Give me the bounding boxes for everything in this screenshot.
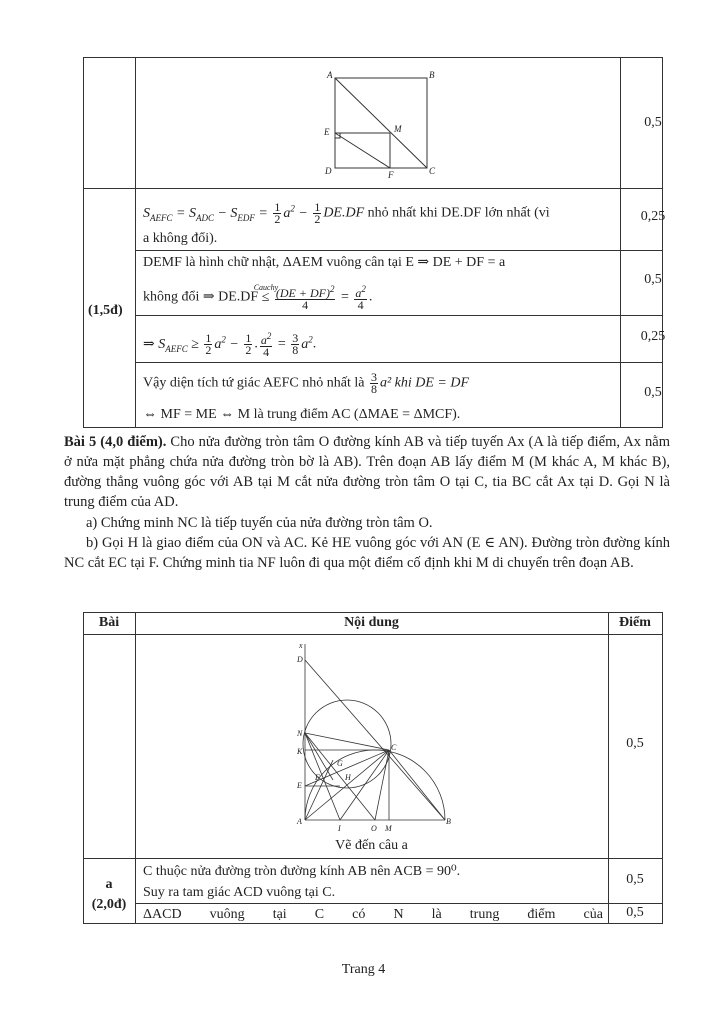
word: của bbox=[583, 907, 603, 922]
row5-line2: ⇔ MF = ME ⇔ M là trung điểm AC (ΔMAE = ΔMCF). bbox=[143, 407, 461, 422]
label-a: A bbox=[327, 70, 333, 80]
word: trung bbox=[469, 907, 500, 922]
word: ΔACD bbox=[143, 907, 182, 922]
header-bai: Bài bbox=[98, 615, 120, 630]
label-x: x bbox=[299, 641, 303, 650]
header-noi-dung: Nội dung bbox=[344, 615, 399, 630]
row3-line2: không đổi ⇒ DE.DF Cauchy ≤ $\frac{(DE + DF)^2}{4}$ = $\frac{a^2}{4}$ . bbox=[143, 284, 372, 311]
score-row-3: 0,5 bbox=[644, 272, 662, 287]
row-a1-line1: C thuộc nửa đường tròn đường kính AB nên ACB = 90⁰. bbox=[143, 864, 461, 879]
segment-ak bbox=[305, 760, 333, 820]
word: N bbox=[393, 907, 404, 922]
score-a2: 0,5 bbox=[626, 905, 644, 920]
diagonal-ac bbox=[335, 78, 427, 168]
row5-line1-text: Vậy diện tích tứ giác AEFC nhỏ nhất là bbox=[143, 375, 365, 391]
label-d: D bbox=[297, 655, 303, 664]
problem-heading: Bài 5 (4,0 điểm). bbox=[64, 434, 167, 450]
score-row-2: 0,25 bbox=[640, 209, 666, 224]
label-b: B bbox=[429, 70, 435, 80]
label-a: A bbox=[297, 817, 302, 826]
square-figure bbox=[310, 66, 440, 181]
score-a1: 0,5 bbox=[626, 872, 644, 887]
figure-score: 0,5 bbox=[626, 736, 644, 751]
row2-text: nhỏ nhất khi DE.DF lớn nhất (vì bbox=[367, 205, 550, 221]
page-number: Trang 4 bbox=[341, 962, 386, 977]
label-m: M bbox=[394, 124, 402, 134]
part-a-points: (2,0đ) bbox=[91, 897, 127, 912]
label-k: K bbox=[297, 747, 303, 756]
row5-line1: Vậy diện tích tứ giác AEFC nhỏ nhất là $\frac{3}{8}$ a² khi DE = DF bbox=[143, 370, 470, 396]
row2-line2: a không đổi). bbox=[143, 231, 218, 246]
part-a-label: a bbox=[105, 877, 113, 892]
score-row-1: 0,5 bbox=[644, 115, 662, 130]
segment-ef bbox=[335, 133, 390, 168]
score-row-4: 0,25 bbox=[640, 329, 666, 344]
segment-bc bbox=[389, 750, 445, 820]
label-b: B bbox=[446, 817, 451, 826]
row3-line2-pre: không đổi ⇒ DE.DF bbox=[143, 289, 259, 305]
label-g: G bbox=[337, 759, 343, 768]
label-f: F bbox=[315, 773, 320, 782]
label-f: F bbox=[388, 170, 394, 180]
label-h: H bbox=[345, 773, 351, 782]
word: có bbox=[352, 907, 366, 922]
word: C bbox=[314, 907, 325, 922]
word: vuông bbox=[209, 907, 245, 922]
label-c: C bbox=[429, 166, 436, 176]
cauchy-note: Cauchy bbox=[253, 282, 279, 292]
header-diem: Điểm bbox=[619, 615, 651, 630]
area-formula: $S_{AEFC} = S_{ADC} - S_{EDF}$ = $\frac{1}{2}$ $a^2$ − $\frac{1}{2}$ DE.DF nhỏ nhất khi DE.DF lớn nhất (vì bbox=[143, 199, 550, 226]
label-c: C bbox=[391, 743, 397, 752]
problem-part-a: a) Chứng minh NC là tiếp tuyến của nửa đường tròn tâm O. bbox=[86, 515, 433, 531]
label-o: O bbox=[371, 824, 377, 833]
problem-intro-text: Cho nửa đường tròn tâm O đường kính AB và tiếp tuyến Ax (A là tiếp điểm, Ax nằm ở nửa mặt phẳng chứa nửa đường tròn bờ là AB). Trên đoạn AB lấy điểm M (M khác A, M khác B), đường thẳng vuông góc với AB tại M cắt nửa đường tròn tâm O tại C, tia BC cắt Ax tại D. Gọi N là trung điểm của AD. bbox=[64, 434, 670, 510]
row-a2 bbox=[143, 905, 603, 925]
word: tại bbox=[272, 907, 287, 922]
row-a1-line2: Suy ra tam giác ACD vuông tại C. bbox=[143, 885, 336, 900]
problem-part-b: b) Gọi H là giao điểm của ON và AC. Kẻ HE vuông góc với AN (E ∈ AN). Đường tròn đường kính NC cắt EC tại F. Chứng minh tia NF luôn đi qua một điểm cố định khi M di chuyển trên đoạn AB. bbox=[64, 535, 670, 571]
section-label: (1,5đ) bbox=[88, 303, 123, 318]
label-n: N bbox=[297, 729, 303, 738]
row5-line1-post: a² khi DE = DF bbox=[379, 375, 470, 391]
semicircle-figure bbox=[285, 640, 460, 840]
word: là bbox=[431, 907, 442, 922]
score-row-5: 0,5 bbox=[644, 385, 662, 400]
label-m: M bbox=[385, 824, 392, 833]
inequality: ⇒ $S_{AEFC}$ ≥ $\frac{1}{2}$ $a^2$ − $\frac{1}{2}$ . $\frac{a^2}{4}$ = $\frac{3}{8}$ $a^2$. bbox=[143, 330, 317, 359]
word: điểm bbox=[527, 907, 556, 922]
segment-ni bbox=[305, 733, 340, 820]
problem-intro bbox=[64, 432, 670, 512]
figure-caption: Vẽ đến câu a bbox=[335, 838, 408, 853]
label-i: I bbox=[338, 824, 341, 833]
label-e: E bbox=[324, 127, 330, 137]
row3-line1: DEMF là hình chữ nhật, ΔAEM vuông cân tại E ⇒ DE + DF = a bbox=[143, 255, 506, 270]
label-e: E bbox=[297, 781, 302, 790]
line-dc-b bbox=[305, 660, 445, 820]
label-d: D bbox=[325, 166, 332, 176]
